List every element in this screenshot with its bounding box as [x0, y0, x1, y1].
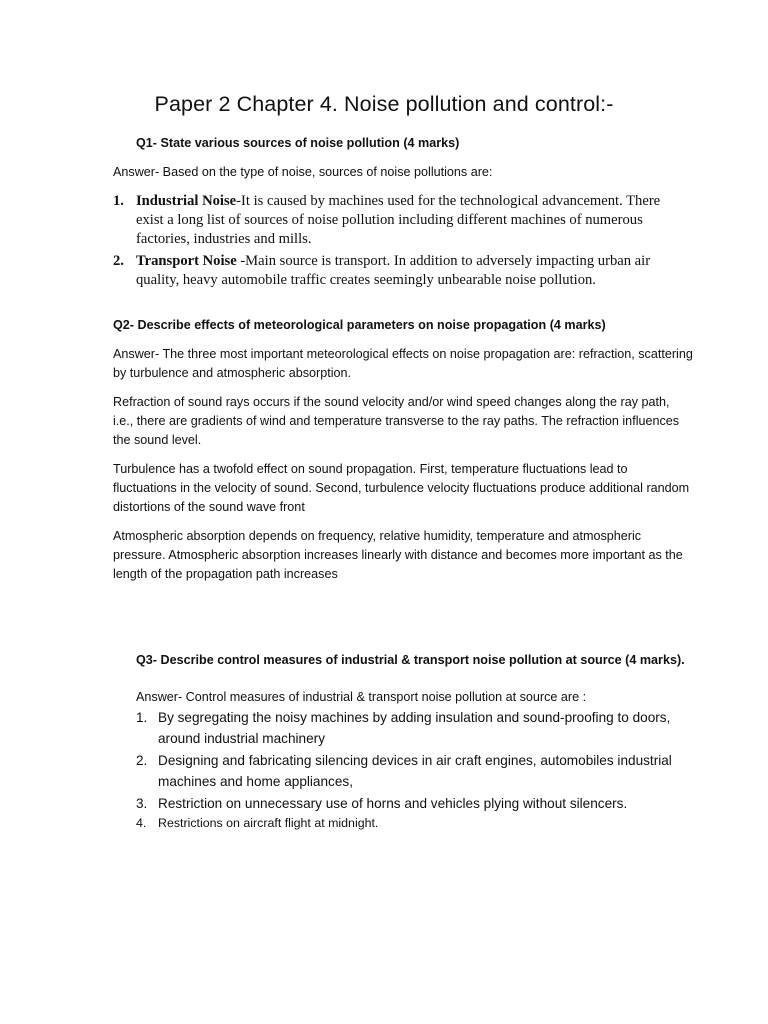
list-item-text: By segregating the noisy machines by adding insulation and sound-proofing to doors, around industrial machinery [158, 710, 671, 746]
list-item-number: 3. [136, 796, 148, 811]
q2-paragraph: Turbulence has a twofold effect on sound propagation. First, temperature fluctuations lead to fluctuations in the velocity of sound. Second, turbulence velocity fluctuations produce additional random distortions of the sound wave front [113, 462, 690, 514]
q3-measures-list [136, 707, 696, 833]
list-item-text: Restrictions on aircraft flight at midnight. [158, 816, 379, 830]
q3-answer-intro: Answer- Control measures of industrial & transport noise pollution at source are : [136, 690, 587, 704]
q2-paragraph: Refraction of sound rays occurs if the sound velocity and/or wind speed changes along the ray path, i.e., there are gradients of wind and temperature transverse to the ray paths. The refraction influences the sound level. [113, 395, 680, 447]
list-item-text: -It is caused by machines used for the technological advancement. There exist a long list of sources of noise pollution including different machines of numerous factories, industries and mills. [136, 193, 661, 247]
q1-source-list [113, 192, 673, 293]
list-item-number: 2. [113, 253, 124, 269]
list-item-number: 2. [136, 753, 148, 768]
list-item-text: Designing and fabricating silencing devices in air craft engines, automobiles industrial machines and home appliances, [158, 753, 672, 789]
q1-answer-intro: Answer- Based on the type of noise, sources of noise pollutions are: [113, 165, 493, 179]
list-item [136, 793, 696, 814]
list-item-term: Industrial Noise [136, 193, 237, 209]
list-item-number: 4. [136, 816, 147, 830]
list-item [113, 192, 673, 249]
list-item-term: Transport Noise [136, 253, 237, 269]
q1-heading: Q1- State various sources of noise pollution (4 marks) [136, 136, 460, 150]
list-item [136, 750, 696, 792]
q3-heading: Q3- Describe control measures of industrial & transport noise pollution at source (4 marks). [136, 653, 685, 667]
q2-heading: Q2- Describe effects of meteorological parameters on noise propagation (4 marks) [113, 318, 606, 332]
list-item-text: -Main source is transport. In addition to adversely impacting urban air quality, heavy automobile traffic creates seemingly unbearable noise pollution. [136, 253, 651, 288]
list-item-number: 1. [113, 193, 124, 209]
q2-paragraph: Answer- The three most important meteorological effects on noise propagation are: refraction, scattering by turbulence and atmospheric absorption. [113, 347, 693, 380]
list-item [136, 815, 696, 832]
list-item [113, 252, 673, 290]
list-item-number: 1. [136, 710, 148, 725]
q2-paragraph: Atmospheric absorption depends on frequency, relative humidity, temperature and atmospheric pressure. Atmospheric absorption increases linearly with distance and becomes more important as the length of the propagation path increases [113, 529, 683, 581]
list-item [136, 707, 696, 749]
list-item-text: Restriction on unnecessary use of horns and vehicles plying without silencers. [158, 796, 628, 811]
page-title: Paper 2 Chapter 4. Noise pollution and control:- [154, 92, 614, 116]
